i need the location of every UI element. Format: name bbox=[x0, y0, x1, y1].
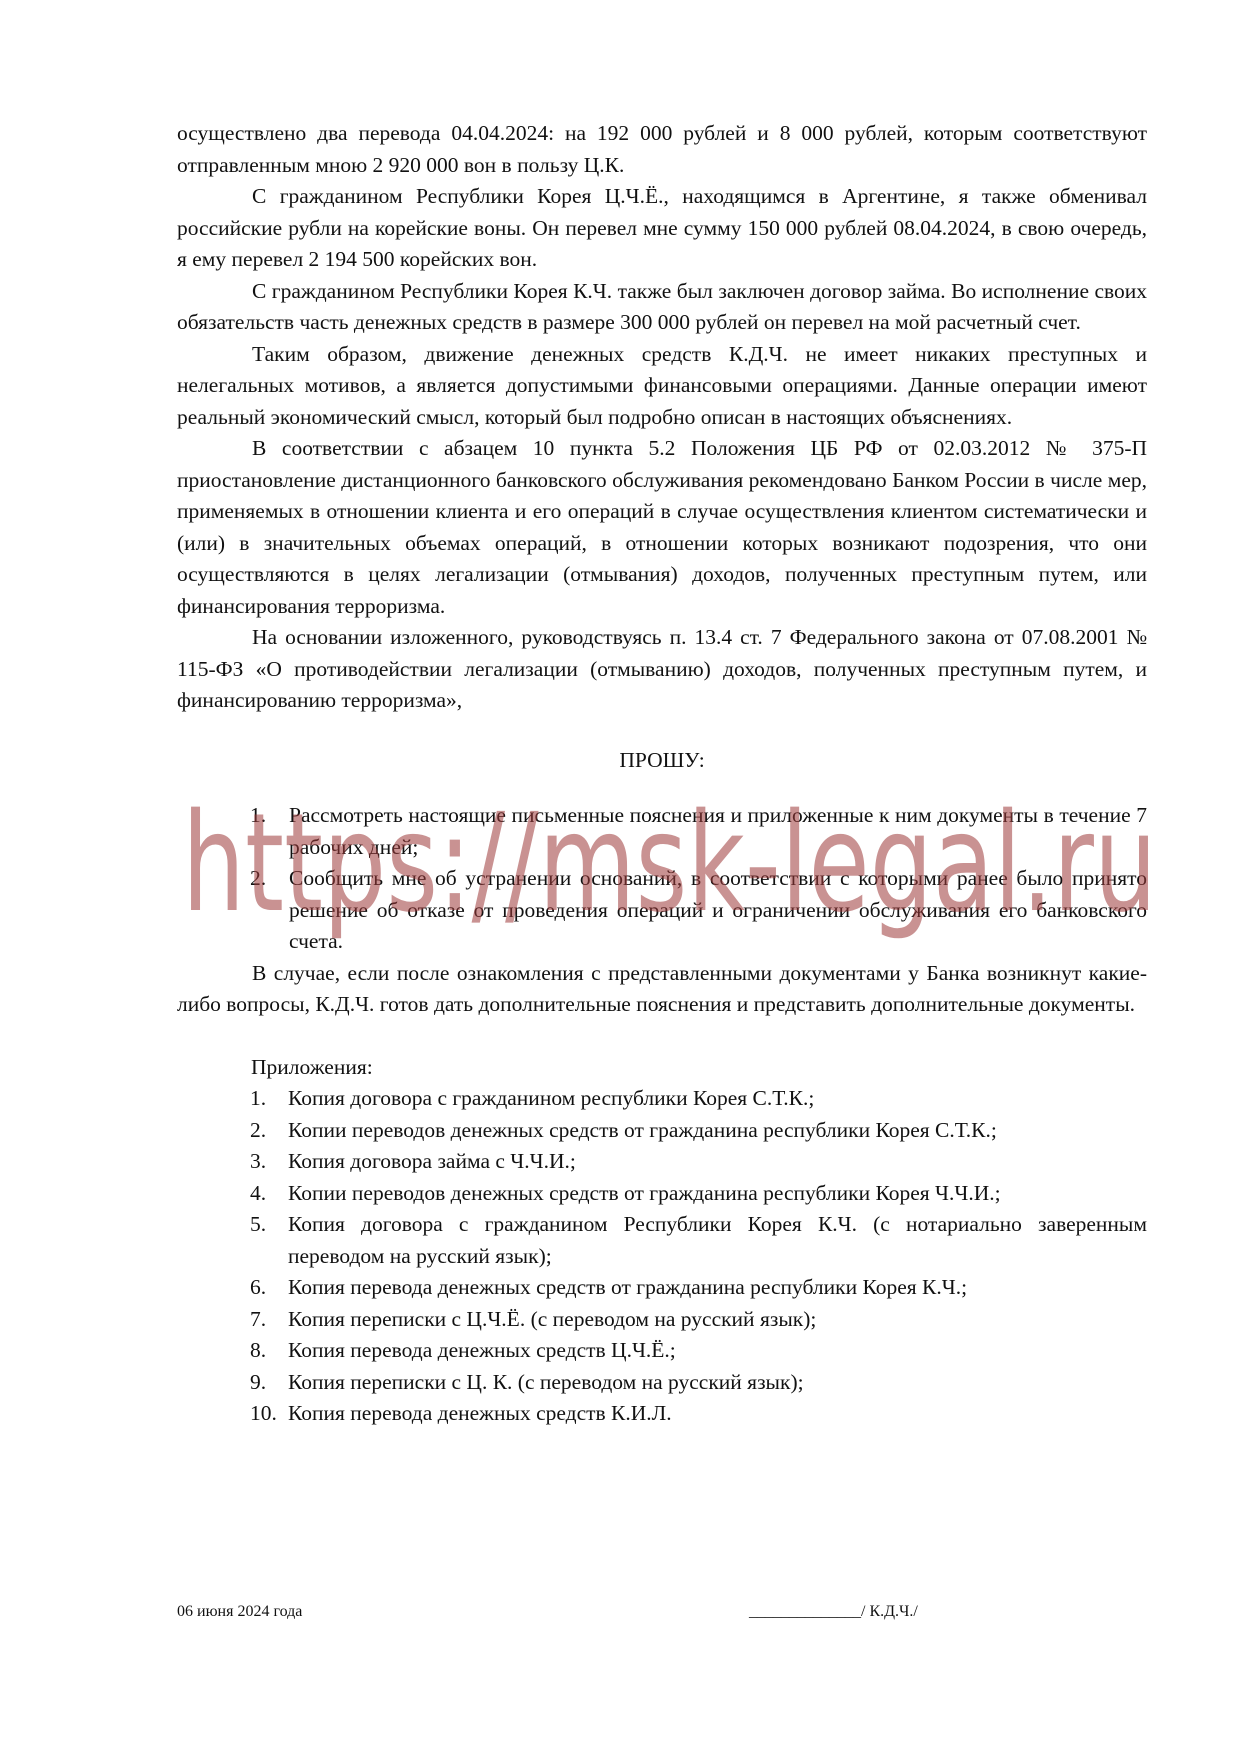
attachment-item bbox=[177, 1178, 1147, 1210]
request-heading: ПРОШУ: bbox=[619, 747, 705, 772]
request-text: Сообщить мне об устранении оснований, в соответствии с которыми ранее было принято решение об отказе от проведения операций и ограничении обслуживания его банковского счета. bbox=[289, 866, 1147, 953]
attachments-title: Приложения: bbox=[251, 1054, 373, 1079]
signature-date: 06 июня 2024 года bbox=[177, 1603, 303, 1620]
paragraph-transfers: осуществлено два перевода 04.04.2024: на 192 000 рублей и 8 000 рублей, которым соответствуют отправленным мною 2 920 000 вон в пользу Ц.К. bbox=[177, 121, 1147, 177]
request-item bbox=[177, 800, 1147, 863]
paragraph-law-basis: На основании изложенного, руководствуясь п. 13.4 ст. 7 Федерального закона от 07.08.2001 № 115-ФЗ «О противодействии легализации (отмыванию) доходов, полученных преступным путем, и финансированию терроризма», bbox=[177, 625, 1147, 712]
attachment-number: 7. bbox=[250, 1306, 267, 1331]
attachment-number: 3. bbox=[250, 1149, 267, 1173]
attachment-text: Копия переписки с Ц. К. (с переводом на русский язык); bbox=[288, 1369, 804, 1394]
request-item bbox=[177, 863, 1147, 958]
attachment-item bbox=[177, 1115, 1147, 1147]
attachment-number: 10. bbox=[250, 1401, 277, 1425]
attachment-text: Копии переводов денежных средств от гражданина республики Корея С.Т.К.; bbox=[288, 1117, 997, 1142]
attachment-number: 2. bbox=[250, 1117, 267, 1142]
attachment-item bbox=[177, 1367, 1147, 1399]
attachment-item bbox=[177, 1304, 1147, 1336]
paragraph-loan: С гражданином Республики Корея К.Ч. также был заключен договор займа. Во исполнение своих обязательств часть денежных средств в размере 300 000 рублей он перевел на мой расчетный счет. bbox=[177, 278, 1147, 334]
paragraph-conclusion: Таким образом, движение денежных средств К.Д.Ч. не имеет никаких преступных и нелегальных мотивов, а является допустимыми финансовыми операциями. Данные операции имеют реальный экономический смысл, который был подробно описан в настоящих объяснениях. bbox=[177, 341, 1147, 429]
attachment-text: Копия перевода денежных средств от гражданина республики Корея К.Ч.; bbox=[288, 1275, 968, 1299]
attachment-item bbox=[177, 1272, 1147, 1304]
attachment-text: Копия перевода денежных средств К.И.Л. bbox=[288, 1401, 672, 1425]
request-text: Рассмотреть настоящие письменные пояснения и приложенные к ним документы в течение 7 рабочих дней; bbox=[289, 803, 1147, 859]
attachment-item bbox=[177, 1335, 1147, 1367]
attachment-number: 8. bbox=[250, 1338, 267, 1362]
attachment-text: Копия договора с гражданином республики Корея С.Т.К.; bbox=[288, 1086, 815, 1110]
attachment-item bbox=[177, 1209, 1147, 1272]
attachment-text: Копия договора займа с Ч.Ч.И.; bbox=[288, 1149, 576, 1173]
paragraph-exchange: С гражданином Республики Корея Ц.Ч.Ё., находящимся в Аргентине, я также обменивал российские рубли на корейские воны. Он перевел мне сумму 150 000 рублей 08.04.2024, в свою очередь, я ему перевел 2 194 500 корейских вон. bbox=[177, 184, 1147, 271]
paragraph-regulation: В соответствии с абзацем 10 пункта 5.2 Положения ЦБ РФ от 02.03.2012 № 375-П приостановление дистанционного банковского обслуживания рекомендовано Банком России в числе мер, применяемых в отношении клиента и его операций в случае осуществления клиентом систематически и (или) в значительных объемах операций, в отношении которых возникают подозрения, что они осуществляются в целях легализации (отмывания) доходов, полученных преступным путем, или финансирования терроризма. bbox=[177, 436, 1147, 618]
attachments-list bbox=[177, 1083, 1147, 1430]
request-list bbox=[177, 800, 1147, 958]
watermark-text: https://msk-legal.ru bbox=[182, 785, 1157, 943]
attachment-number: 5. bbox=[250, 1212, 267, 1236]
attachment-number: 9. bbox=[250, 1369, 267, 1394]
paragraph-closing: В случае, если после ознакомления с представленными документами у Банка возникнут какие-либо вопросы, К.Д.Ч. готов дать дополнительные пояснения и представить дополнительные документы. bbox=[177, 960, 1147, 1016]
request-number: 1. bbox=[250, 803, 267, 827]
attachment-number: 6. bbox=[250, 1275, 267, 1299]
attachment-text: Копия перевода денежных средств Ц.Ч.Ё.; bbox=[288, 1338, 676, 1362]
attachment-item bbox=[177, 1398, 1147, 1430]
request-number: 2. bbox=[250, 866, 267, 890]
attachment-text: Копии переводов денежных средств от гражданина республики Корея Ч.Ч.И.; bbox=[288, 1180, 1001, 1205]
attachment-number: 1. bbox=[250, 1086, 267, 1110]
attachment-number: 4. bbox=[250, 1180, 267, 1205]
attachment-text: Копия договора с гражданином Республики Корея К.Ч. (с нотариально заверенным переводом на русский язык); bbox=[288, 1212, 1147, 1268]
attachment-text: Копия переписки с Ц.Ч.Ё. (с переводом на русский язык); bbox=[288, 1306, 817, 1331]
attachment-item bbox=[177, 1083, 1147, 1115]
signature-line: ______________/ К.Д.Ч./ bbox=[749, 1603, 918, 1620]
attachment-item bbox=[177, 1146, 1147, 1178]
signature-row bbox=[177, 1603, 1147, 1635]
